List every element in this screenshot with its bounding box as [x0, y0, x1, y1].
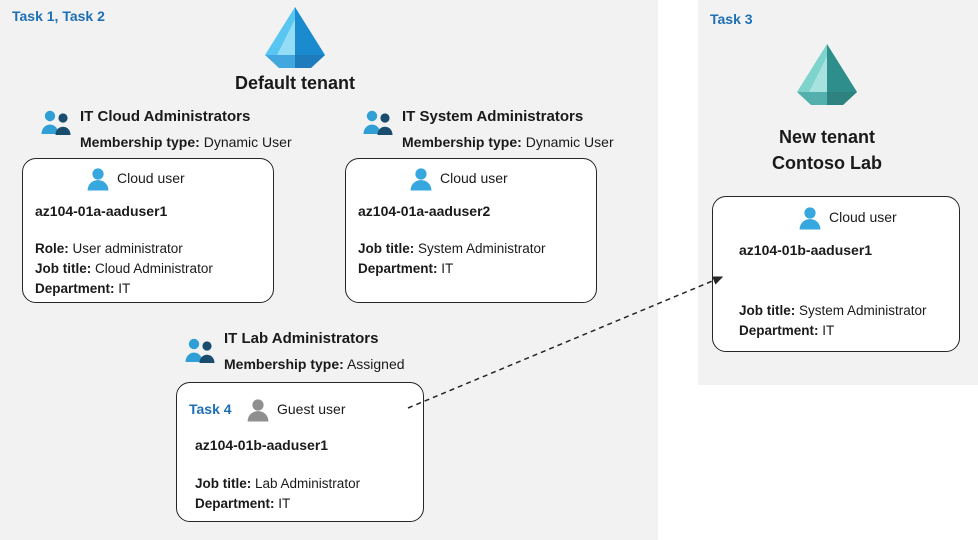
user-card-guest-az104-01b-aaduser1 [176, 382, 424, 522]
group-title-it-system-administrators: IT System Administrators [402, 108, 584, 125]
new-tenant-title-line1: New tenant [778, 127, 875, 147]
attr-label: Department: [358, 261, 438, 276]
user-attr-job-title [739, 303, 927, 318]
attr-label: Department: [35, 281, 115, 296]
attr-label: Job title: [195, 476, 252, 491]
user-card-az104-01b-aaduser1 [712, 196, 960, 352]
attr-value: System Administrator [418, 241, 546, 256]
azure-ad-tenant-icon [791, 42, 863, 108]
group-membership-it-cloud-administrators [80, 134, 292, 150]
user-type-label: Cloud user [829, 209, 897, 225]
membership-type-value: Dynamic User [525, 134, 614, 150]
attr-value: IT [441, 261, 454, 276]
membership-type-value: Assigned [346, 356, 405, 372]
azure-ad-tenant-icon [259, 5, 331, 71]
cloud-user-icon [408, 166, 434, 192]
user-name: az104-01b-aaduser1 [739, 242, 873, 258]
attr-label: Job title: [739, 303, 796, 318]
user-type-label: Guest user [277, 401, 346, 417]
user-attr-job-title [35, 261, 213, 276]
attr-label: Department: [195, 496, 275, 511]
task-label-4: Task 4 [189, 401, 232, 417]
cloud-user-icon [797, 205, 823, 231]
membership-type-value: Dynamic User [203, 134, 292, 150]
group-users-icon [184, 336, 220, 366]
user-attr-department [358, 261, 453, 276]
user-name: az104-01a-aaduser2 [358, 203, 491, 219]
user-attr-job-title [195, 476, 360, 491]
default-tenant-title: Default tenant [234, 73, 355, 93]
attr-value: User administrator [72, 241, 183, 256]
user-name: az104-01b-aaduser1 [195, 437, 329, 453]
membership-type-label: Membership type: [80, 134, 200, 150]
attr-value: System Administrator [799, 303, 927, 318]
group-membership-it-system-administrators [402, 134, 614, 150]
membership-type-label: Membership type: [224, 356, 344, 372]
new-tenant-title-line2: Contoso Lab [772, 153, 882, 173]
user-type-label: Cloud user [440, 170, 508, 186]
user-attr-department [35, 281, 130, 296]
user-attr-department [739, 323, 834, 338]
group-title-it-cloud-administrators: IT Cloud Administrators [80, 108, 251, 125]
attr-value: IT [118, 281, 131, 296]
attr-label: Role: [35, 241, 69, 256]
user-attr-job-title [358, 241, 546, 256]
attr-value: IT [822, 323, 835, 338]
user-name: az104-01a-aaduser1 [35, 203, 168, 219]
user-type-label: Cloud user [117, 170, 185, 186]
attr-value: Cloud Administrator [95, 261, 213, 276]
group-users-icon [40, 108, 76, 138]
group-membership-it-lab-administrators [224, 356, 405, 372]
user-card-az104-01a-aaduser2 [345, 158, 597, 303]
attr-label: Job title: [35, 261, 92, 276]
attr-value: IT [278, 496, 291, 511]
user-attr-role [35, 241, 183, 256]
cloud-user-icon [85, 166, 111, 192]
membership-type-label: Membership type: [402, 134, 522, 150]
group-title-it-lab-administrators: IT Lab Administrators [224, 330, 379, 347]
guest-user-icon [245, 397, 271, 423]
group-users-icon [362, 108, 398, 138]
attr-value: Lab Administrator [255, 476, 361, 491]
user-card-az104-01a-aaduser1 [22, 158, 274, 303]
task-label-1-2: Task 1, Task 2 [12, 8, 105, 24]
task-label-3: Task 3 [710, 11, 753, 27]
attr-label: Job title: [358, 241, 415, 256]
user-attr-department [195, 496, 290, 511]
attr-label: Department: [739, 323, 819, 338]
